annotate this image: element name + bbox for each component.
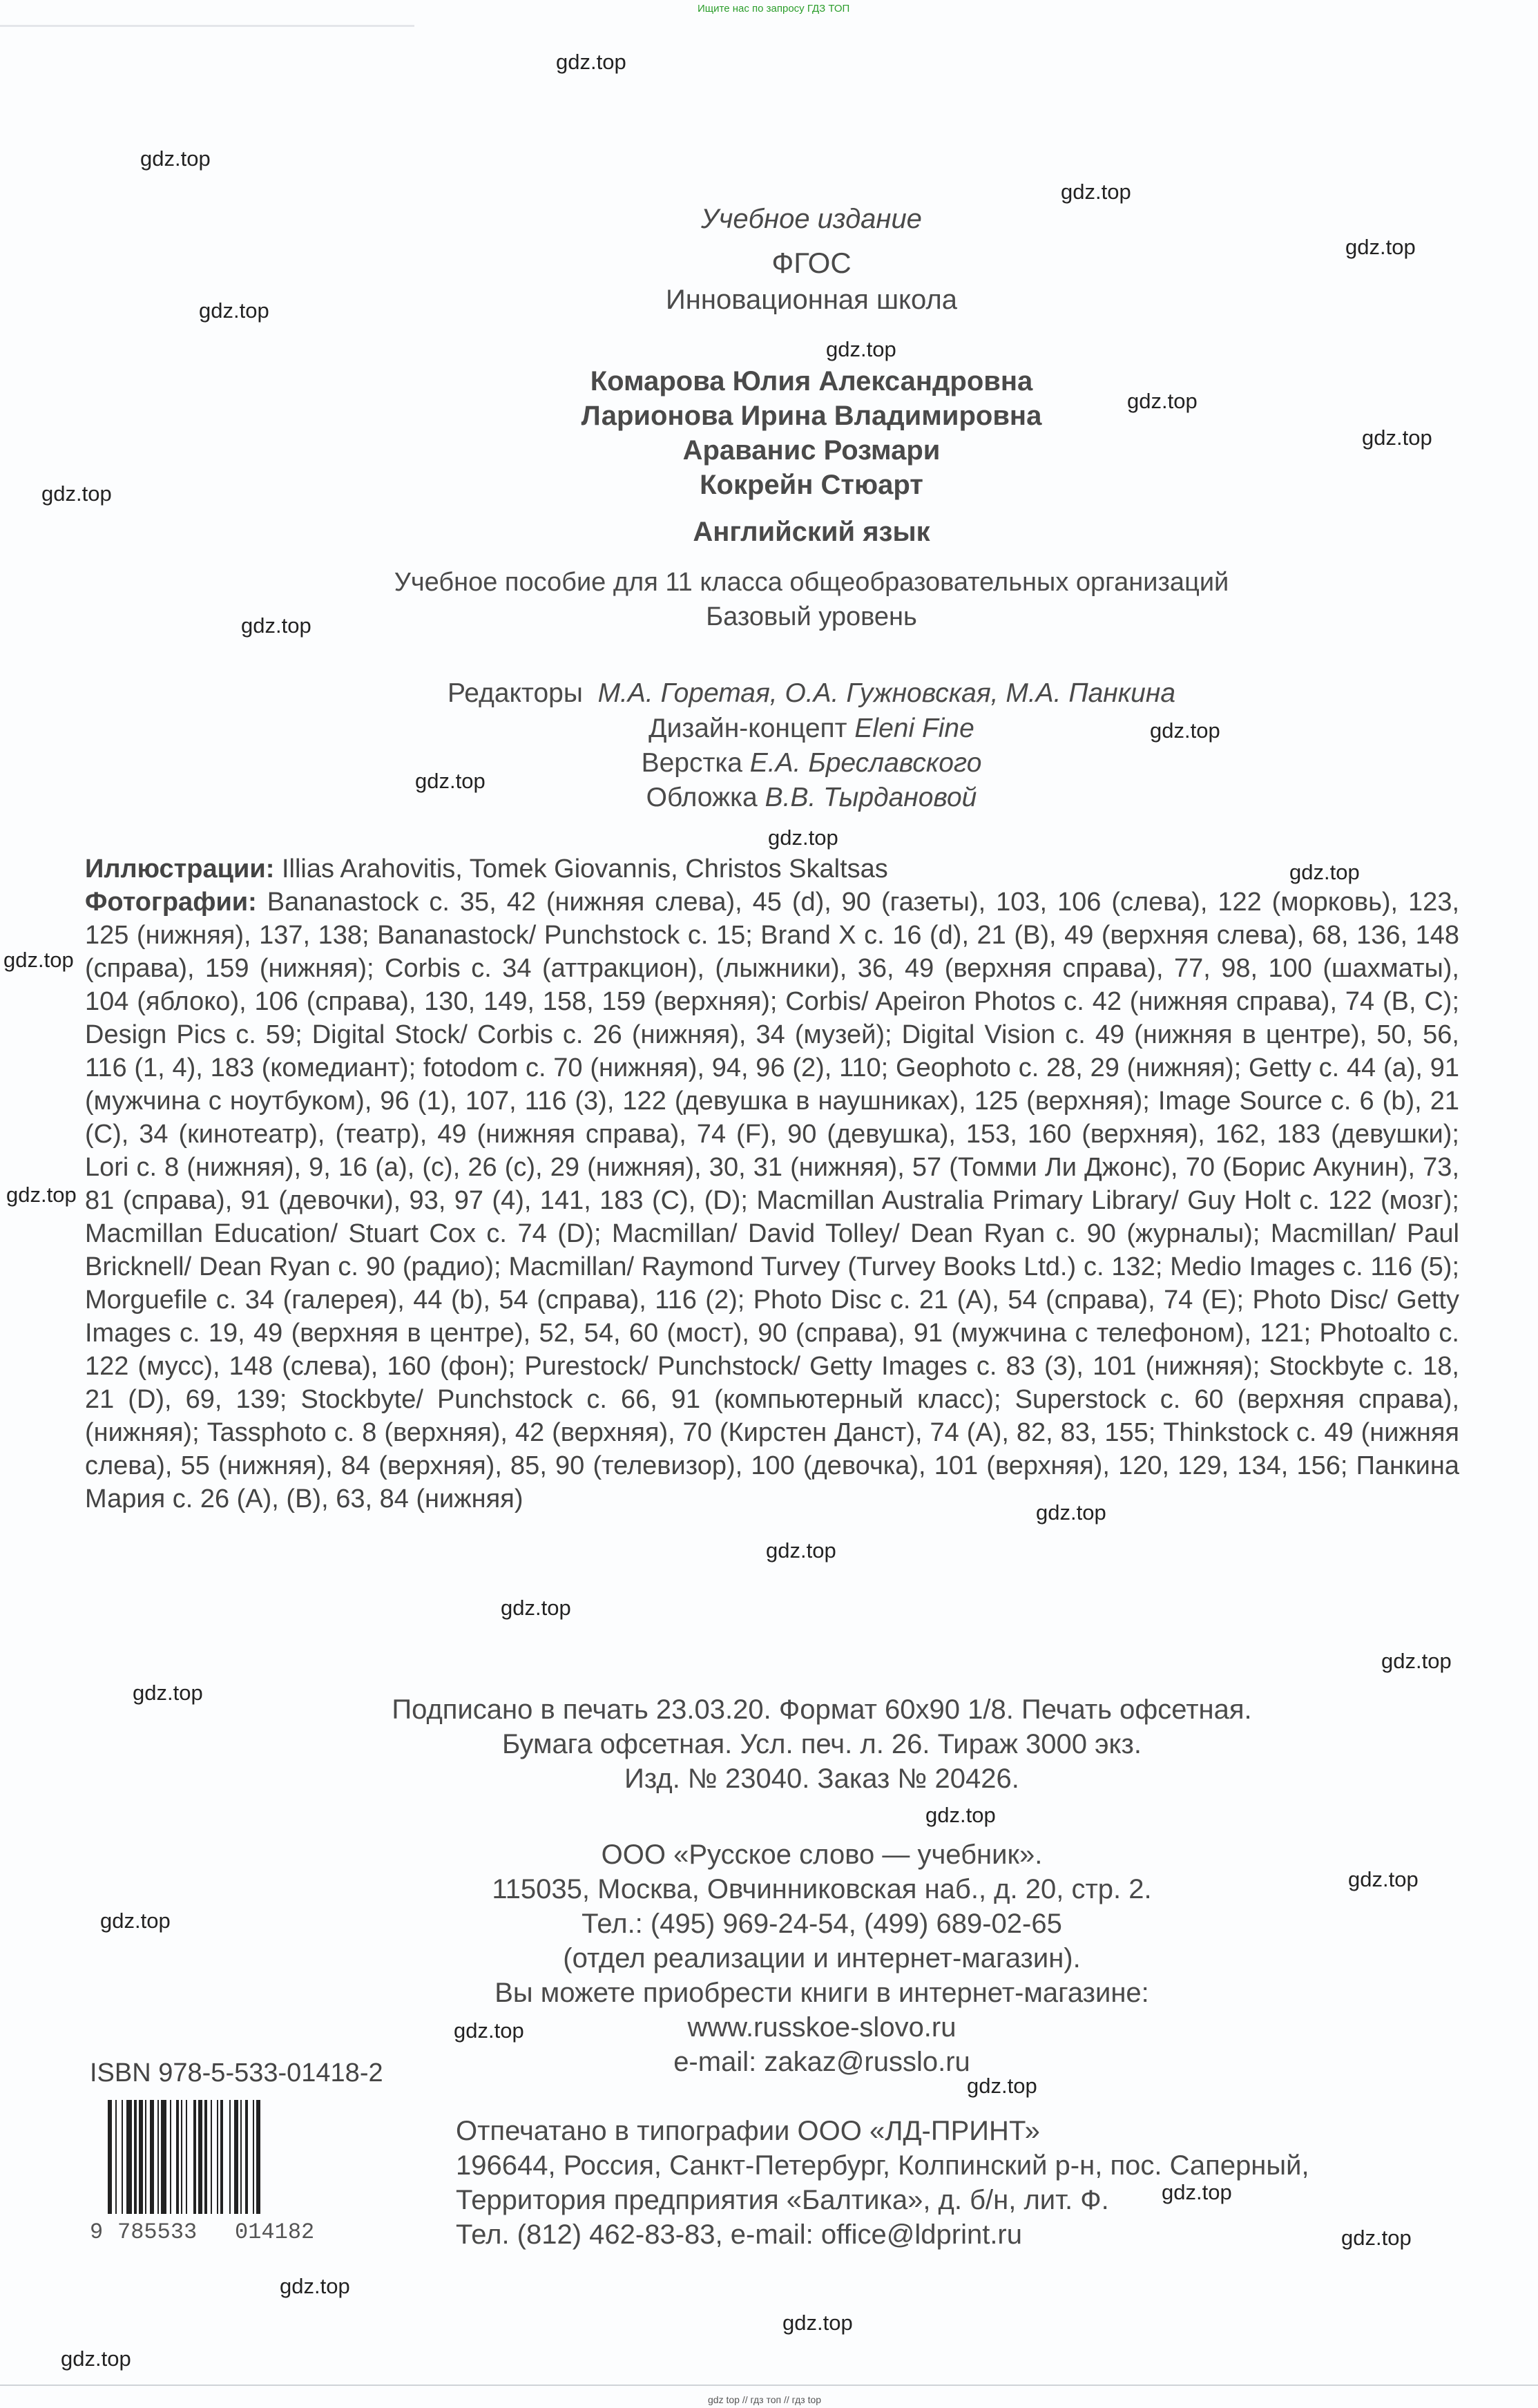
printer-line-2: 196644, Россия, Санкт-Петербург, Колпинский р-н, пос. Саперный, — [456, 2150, 1309, 2181]
layout-name: Е.А. Бреславского — [749, 748, 982, 778]
watermark: gdz.top — [1341, 2226, 1412, 2250]
photos-label: Фотографии: — [85, 888, 257, 917]
illustrations-credits — [85, 852, 1459, 886]
watermark: gdz.top — [768, 825, 838, 850]
watermark: gdz.top — [1345, 235, 1416, 259]
watermark: gdz.top — [1150, 718, 1220, 743]
bottom-strip-text: gdz top // гдз топ // гдз top — [708, 2394, 822, 2405]
imprint-line-1: Подписано в печать 23.03.20. Формат 60x90 1/8. Печать офсетная. — [392, 1694, 1252, 1725]
author-1: Комарова Юлия Александровна — [590, 366, 1033, 396]
description-line-1: Учебное пособие для 11 класса общеобразовательных организаций — [394, 568, 1229, 597]
top-search-hint: Ищите нас по запросу ГДЗ ТОП — [698, 3, 850, 15]
imprint-line-3: Изд. № 23040. Заказ № 20426. — [624, 1764, 1019, 1794]
barcode-group-2: 014182 — [235, 2219, 315, 2245]
watermark: gdz.top — [1381, 1649, 1452, 1673]
watermark: gdz.top — [967, 2074, 1037, 2098]
edition-type: Учебное издание — [701, 204, 922, 234]
printer-line-4: Тел. (812) 462-83-83, e-mail: office@ldprint.ru — [456, 2219, 1022, 2250]
watermark: gdz.top — [766, 1538, 836, 1563]
design-label: Дизайн-концепт — [648, 714, 847, 743]
design-name: Eleni Fine — [854, 714, 974, 743]
editors-label: Редакторы — [447, 678, 583, 708]
watermark: gdz.top — [41, 481, 112, 506]
watermark: gdz.top — [100, 1909, 171, 1933]
author-4: Кокрейн Стюарт — [700, 470, 923, 500]
watermark: gdz.top — [501, 1596, 571, 1620]
watermark: gdz.top — [280, 2274, 350, 2298]
watermark: gdz.top — [1289, 860, 1360, 884]
author-3: Араванис Розмари — [682, 435, 941, 466]
isbn-label: ISBN 978-5-533-01418-2 — [90, 2058, 383, 2087]
watermark: gdz.top — [1061, 180, 1131, 204]
watermark: gdz.top — [826, 337, 896, 361]
cover-name: В.В. Тырдановой — [765, 783, 977, 812]
editors-names: М.А. Горетая, О.А. Гужновская, М.А. Панкина — [597, 678, 1176, 708]
watermark: gdz.top — [6, 1183, 77, 1207]
barcode-lead-digit: 9 — [90, 2219, 104, 2245]
publisher-dept: (отдел реализации и интернет-магазин). — [563, 1943, 1081, 1974]
watermark: gdz.top — [1162, 2180, 1232, 2204]
watermark: gdz.top — [415, 769, 486, 793]
bottom-divider — [0, 2385, 1538, 2386]
imprint-line-2: Бумага офсетная. Усл. печ. л. 26. Тираж 3000 экз. — [502, 1729, 1142, 1759]
watermark: gdz.top — [241, 613, 311, 638]
watermark: gdz.top — [61, 2347, 131, 2371]
watermark: gdz.top — [556, 50, 626, 74]
description-line-2: Базовый уровень — [706, 602, 917, 631]
photos-text: Bananastock с. 35, 42 (нижняя слева), 45 (d), 90 (газеты), 103, 106 (слева), 122 (морковь), 123, 125 (нижняя), 137, 138; Bananastock/ Punchstock с. 15; Brand X с. 16 (d), 21 (B), 49 (верхняя слева), 68, 136, 148 (справа), 159 (нижняя); Corbis с. 34 (аттракцион), (лыжники), 36, 49 (верхняя справа), 77, 98, 100 (шахматы), 104 (яблоко), 106 (справа), 130, 149, 158, 159 (верхняя); Corbis/ Apeiron Photos с. 42 (нижняя справа), 74 (B, C); Design Pics с. 59; Digital Stock/ Corbis с. 26 (нижняя), 34 (музей); Digital Vision с. 49 (нижняя в центре), 50, 56, 116 (1, 4), 183 (комедиант); fotodom с. 70 (нижняя), 94, 96 (2), 110; Geophoto с. 28, 29 (нижняя); Getty с. 44 (a), 91 (мужчина с ноутбуком), 96 (1), 107, 116 (3), 122 (девушка в наушниках), 125 (верхняя); Image Source с. 6 (b), 21 (C), 34 (кинотеатр), (театр), 49 (нижняя справа), 74 (F), 90 (девушка), 153, 160 (верхняя), 162, 183 (девушки); Lori с. 8 (нижняя), 9, 16 (a), (c), 26 (c), 29 (нижняя), 30, 31 (нижняя), 57 (Томми Ли Джонс), 70 (Борис Акунин), 73, 81 (справа), 91 (девочки), 93, 97 (4), 141, 183 (C), (D); Macmillan Australia Primary Library/ Guy Holt с. 122 (мозг); Macmillan Education/ Stuart Cox с. 74 (D); Macmillan/ David Tolley/ Dean Ryan с. 90 (журналы); Macmillan/ Paul Bricknell/ Dean Ryan с. 90 (радио); Macmillan/ Raymond Turvey (Turvey Books Ltd.) с. 132; Medio Images с. 116 (5); Morguefile с. 34 (галерея), 44 (b), 54 (справа), 116 (2); Photo Disc с. 21 (A), 54 (справа), 74 (E); Photo Disc/ Getty Images с. 19, 49 (верхняя в центре), 52, 54, 60 (мост), 90 (справа), 91 (мужчина с телефоном), 121; Photoalto с. 122 (мусс), 148 (слева), 160 (фон); Purestock/ Punchstock/ Getty Images с. 83 (3), 101 (нижняя); Stockbyte с. 18, 21 (D), 69, 139; Stockbyte/ Punchstock с. 66, 91 (компьютерный класс); Superstock с. 60 (верхняя справа), (нижняя); Tassphoto с. 8 (верхняя), 42 (верхняя), 70 (Кирстен Данст), 74 (A), 82, 83, 155; Thinkstock с. 49 (нижняя слева), 55 (нижняя), 84 (верхняя), 85, 90 (телевизор), 100 (девочка), 101 (верхняя), 120, 129, 134, 156; Панкина Мария с. 26 (A), (B), 63, 84 (нижняя) — [85, 888, 1460, 1513]
watermark: gdz.top — [133, 1681, 203, 1705]
subject-title: Английский язык — [693, 517, 930, 547]
watermark: gdz.top — [1127, 389, 1198, 413]
illustrations-text: Illias Arahovitis, Tomek Giovannis, Christos Skaltsas — [281, 854, 888, 883]
series-label: Инновационная школа — [666, 285, 957, 315]
watermark: gdz.top — [140, 146, 211, 171]
watermark: gdz.top — [925, 1803, 996, 1827]
watermark: gdz.top — [454, 2018, 524, 2043]
editors-line — [249, 678, 1374, 709]
publisher-shop-note: Вы можете приобрести книги в интернет-магазине: — [494, 1978, 1149, 2008]
printer-line-3: Территория предприятия «Балтика», д. б/н, лит. Ф. — [456, 2185, 1109, 2215]
publisher-address: 115035, Москва, Овчинниковская наб., д. 20, стр. 2. — [492, 1874, 1152, 1904]
cover-label: Обложка — [646, 783, 758, 812]
publisher-name: ООО «Русское слово — учебник». — [601, 1840, 1043, 1870]
watermark: gdz.top — [1348, 1867, 1419, 1891]
printer-line-1: Отпечатано в типографии ООО «ЛД-ПРИНТ» — [456, 2116, 1040, 2146]
barcode-group-1: 785533 — [117, 2219, 198, 2245]
publisher-website[interactable]: www.russkoe-slovo.ru — [687, 2012, 957, 2043]
watermark: gdz.top — [1362, 426, 1432, 450]
barcode-icon — [88, 2100, 345, 2245]
publisher-phones: Тел.: (495) 969-24-54, (499) 689-02-65 — [581, 1909, 1062, 1939]
watermark: gdz.top — [1036, 1500, 1106, 1525]
photos-credits — [85, 886, 1459, 1516]
watermark: gdz.top — [782, 2311, 853, 2335]
illustrations-label: Иллюстрации: — [85, 854, 275, 883]
publisher-email[interactable]: e-mail: zakaz@russlo.ru — [673, 2047, 970, 2077]
standard-label: ФГОС — [771, 247, 852, 279]
top-divider — [0, 25, 414, 27]
watermark: gdz.top — [3, 948, 74, 972]
author-2: Ларионова Ирина Владимировна — [581, 401, 1042, 431]
watermark: gdz.top — [199, 298, 269, 323]
layout-label: Верстка — [641, 748, 742, 778]
